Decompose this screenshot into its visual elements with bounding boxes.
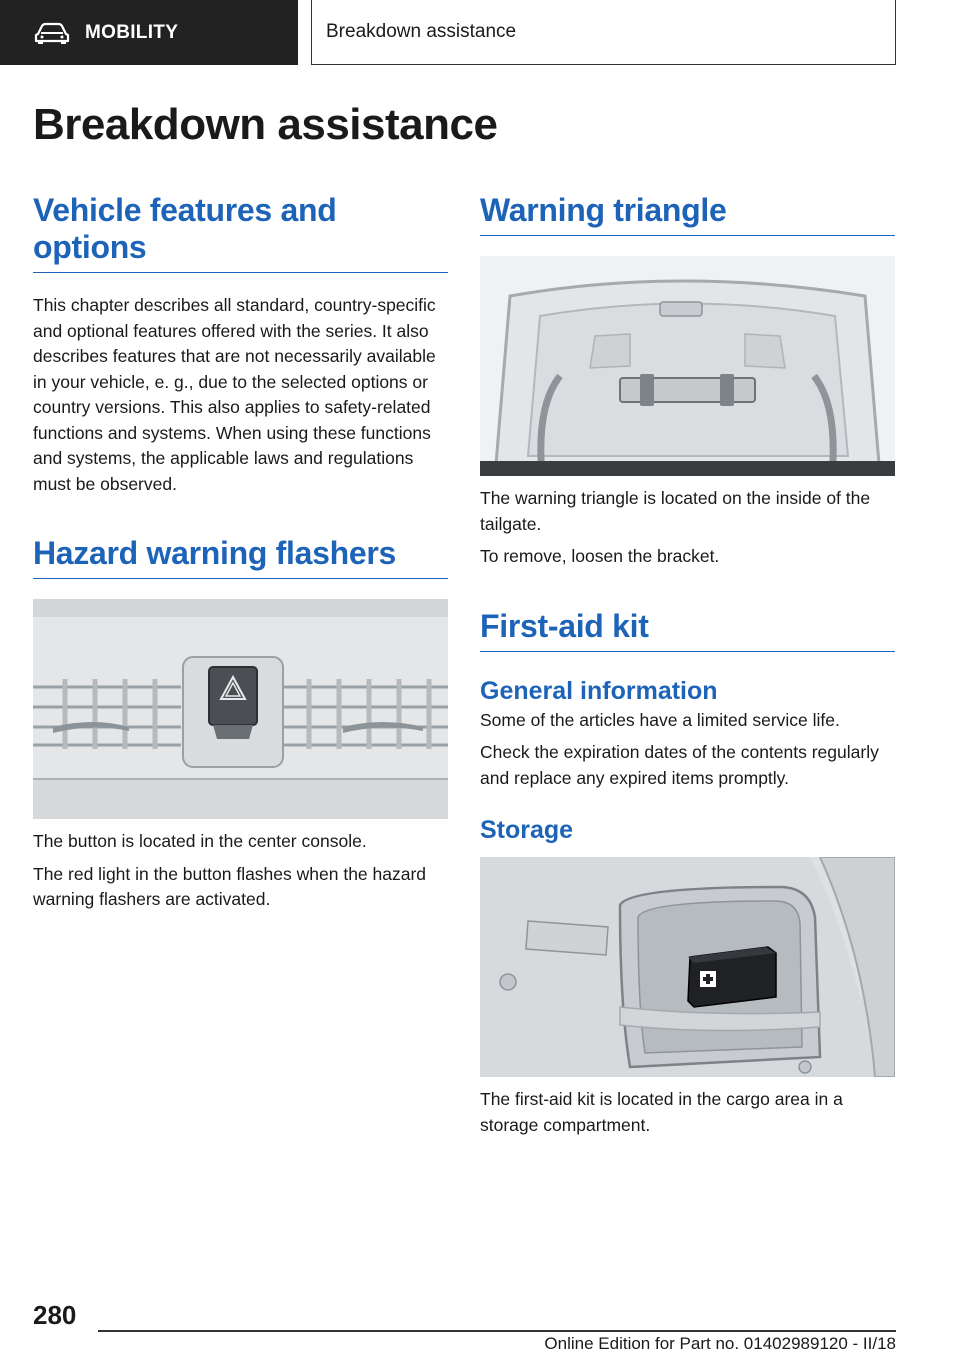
hazard-light-text: The red light in the button flashes when the hazard warning flashers are activated. (33, 863, 427, 909)
warning-triangle-location-text: The warning triangle is located on the inside of the tailgate. (480, 488, 871, 534)
general-info-text-2: Check the expiration dates of the contents regularly and replace any expired items promptly. (480, 742, 879, 788)
heading-storage: Storage (480, 816, 574, 844)
page-title: Breakdown assistance (33, 100, 498, 149)
heading-first-aid-kit: First-aid kit (480, 608, 895, 652)
hazard-button-illustration (33, 599, 448, 819)
heading-general-information: General information (480, 676, 718, 705)
warning-triangle-illustration (480, 256, 895, 476)
first-aid-kit-illustration (480, 857, 895, 1077)
right-column (480, 192, 895, 1138)
hazard-location-text: The button is located in the center console. (33, 831, 367, 851)
breadcrumb (311, 0, 896, 65)
car-icon (34, 22, 70, 44)
general-info-text-1: Some of the articles have a limited service life. (480, 709, 840, 730)
heading-vehicle-features: Vehicle features and options (33, 192, 448, 273)
left-column (33, 192, 448, 913)
heading-hazard-flashers: Hazard warning flashers (33, 535, 448, 579)
first-aid-storage-text: The first-aid kit is located in the cargo area in a storage compartment. (480, 1089, 843, 1135)
warning-triangle-remove-text: To remove, loosen the bracket. (480, 546, 720, 566)
heading-warning-triangle: Warning triangle (480, 192, 895, 236)
page-number: 280 (33, 1300, 77, 1330)
section-label: MOBILITY (85, 21, 179, 43)
footer-divider (98, 1330, 896, 1332)
vehicle-features-text: This chapter describes all standard, country-specific and optional features offered with the series. It also describes features that are not necessarily available in your vehicle, e. g., due to the selected options or country versions. This also applies to safety-related functions and systems. When using these functions and systems, the applicable laws and regulations must be observed. (33, 295, 436, 494)
section-tab (0, 0, 298, 65)
edition-label: Online Edition for Part no. 01402989120 - II/18 (544, 1334, 896, 1353)
breadcrumb-label: Breakdown assistance (326, 21, 517, 42)
